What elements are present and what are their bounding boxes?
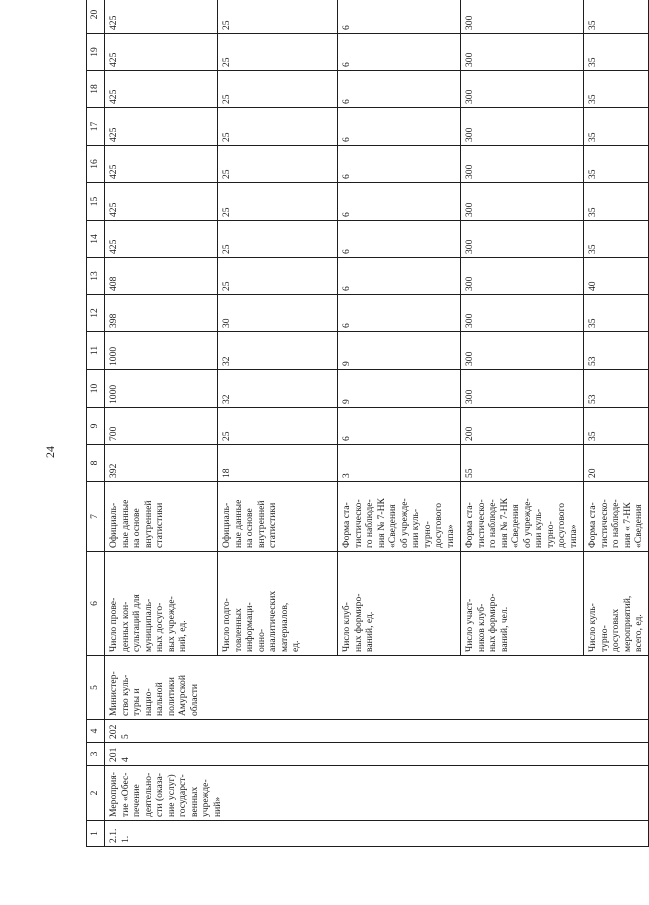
value-cell: 25 bbox=[218, 221, 338, 258]
value-cell: 1000 bbox=[105, 370, 218, 408]
value-cell: 6 bbox=[338, 183, 461, 221]
indicator-name: Число куль- турно- досуговых мероприятий, всего, ед. bbox=[584, 552, 649, 656]
value-cell: 425 bbox=[105, 183, 218, 221]
value-cell: 35 bbox=[584, 108, 649, 146]
value-cell: 1000 bbox=[105, 332, 218, 370]
header-cell-18: 18 bbox=[87, 71, 105, 108]
value-cell: 32 bbox=[218, 370, 338, 408]
value-cell: 18 bbox=[218, 445, 338, 482]
data-source: Форма ста- тистическо- го наблюде- ния № 7-НК «Сведения об учрежде- нии куль- турно- досугового типа» bbox=[338, 482, 461, 552]
header-row bbox=[87, 0, 105, 847]
value-cell: 6 bbox=[338, 34, 461, 71]
value-cell: 35 bbox=[584, 0, 649, 34]
value-cell: 35 bbox=[584, 71, 649, 108]
header-cell-12: 12 bbox=[87, 295, 105, 332]
data-source: Форма ста- тистическо- го наблюде- ния « 7-НК «Сведения bbox=[584, 482, 649, 552]
header-cell-10: 10 bbox=[87, 370, 105, 408]
activity-number: 2.1.1. bbox=[105, 821, 649, 847]
value-cell: 425 bbox=[105, 0, 218, 34]
value-cell: 200 bbox=[461, 408, 584, 445]
value-cell: 6 bbox=[338, 408, 461, 445]
value-cell: 25 bbox=[218, 183, 338, 221]
year-start: 2014 bbox=[105, 743, 649, 766]
header-cell-14: 14 bbox=[87, 221, 105, 258]
value-cell: 20 bbox=[584, 445, 649, 482]
value-cell: 300 bbox=[461, 108, 584, 146]
value-cell: 425 bbox=[105, 146, 218, 183]
indicator-name: Число клуб- ных формиро- ваний, ед. bbox=[338, 552, 461, 656]
value-cell: 6 bbox=[338, 221, 461, 258]
value-cell: 300 bbox=[461, 0, 584, 34]
value-cell: 35 bbox=[584, 183, 649, 221]
value-cell: 53 bbox=[584, 370, 649, 408]
value-cell: 300 bbox=[461, 370, 584, 408]
value-cell: 25 bbox=[218, 258, 338, 295]
value-cell: 9 bbox=[338, 370, 461, 408]
table-row bbox=[105, 0, 218, 847]
value-cell: 30 bbox=[218, 295, 338, 332]
header-cell-9: 9 bbox=[87, 408, 105, 445]
value-cell: 32 bbox=[218, 332, 338, 370]
value-cell: 300 bbox=[461, 295, 584, 332]
value-cell: 300 bbox=[461, 332, 584, 370]
value-cell: 25 bbox=[218, 34, 338, 71]
value-cell: 300 bbox=[461, 34, 584, 71]
value-cell: 6 bbox=[338, 0, 461, 34]
value-cell: 9 bbox=[338, 332, 461, 370]
value-cell: 35 bbox=[584, 408, 649, 445]
data-source: Официаль- ные данные на основе внутренней статистики bbox=[105, 482, 218, 552]
value-cell: 6 bbox=[338, 71, 461, 108]
value-cell: 425 bbox=[105, 221, 218, 258]
value-cell: 300 bbox=[461, 221, 584, 258]
header-cell-5: 5 bbox=[87, 656, 105, 720]
value-cell: 55 bbox=[461, 445, 584, 482]
value-cell: 25 bbox=[218, 108, 338, 146]
value-cell: 25 bbox=[218, 146, 338, 183]
executor: Министер- ство куль- туры и нацио- нальной политики Амурской области bbox=[105, 656, 649, 720]
indicator-name: Число прове- денных кон- сультаций для муниципаль- ных досуго- вых учрежде- ний, ед. bbox=[105, 552, 218, 656]
table-rotated-container bbox=[86, 9, 645, 847]
header-cell-19: 19 bbox=[87, 34, 105, 71]
value-cell: 392 bbox=[105, 445, 218, 482]
value-cell: 35 bbox=[584, 295, 649, 332]
data-source: Официаль- ные данные на основе внутренней статистики bbox=[218, 482, 338, 552]
activity-name: Мероприя- тие «Обес- печение деятельно- сти (оказа- ние услуг) государст- венных учрежде- ний» bbox=[105, 766, 649, 821]
value-cell: 25 bbox=[218, 71, 338, 108]
header-cell-13: 13 bbox=[87, 258, 105, 295]
indicator-name: Число участ- ников клуб- ных формиро- ваний, чел. bbox=[461, 552, 584, 656]
header-cell-7: 7 bbox=[87, 482, 105, 552]
indicators-table bbox=[86, 0, 649, 847]
header-cell-20: 20 bbox=[87, 0, 105, 34]
header-cell-3: 3 bbox=[87, 743, 105, 766]
value-cell: 6 bbox=[338, 146, 461, 183]
value-cell: 40 bbox=[584, 258, 649, 295]
page-number: 24 bbox=[43, 446, 57, 458]
value-cell: 425 bbox=[105, 71, 218, 108]
value-cell: 425 bbox=[105, 108, 218, 146]
header-cell-15: 15 bbox=[87, 183, 105, 221]
value-cell: 300 bbox=[461, 71, 584, 108]
value-cell: 425 bbox=[105, 34, 218, 71]
value-cell: 35 bbox=[584, 221, 649, 258]
header-cell-4: 4 bbox=[87, 720, 105, 743]
header-cell-16: 16 bbox=[87, 146, 105, 183]
value-cell: 35 bbox=[584, 34, 649, 71]
value-cell: 408 bbox=[105, 258, 218, 295]
value-cell: 300 bbox=[461, 146, 584, 183]
header-cell-1: 1 bbox=[87, 821, 105, 847]
value-cell: 300 bbox=[461, 183, 584, 221]
header-cell-11: 11 bbox=[87, 332, 105, 370]
value-cell: 53 bbox=[584, 332, 649, 370]
value-cell: 6 bbox=[338, 295, 461, 332]
header-cell-17: 17 bbox=[87, 108, 105, 146]
header-cell-8: 8 bbox=[87, 445, 105, 482]
value-cell: 6 bbox=[338, 258, 461, 295]
value-cell: 25 bbox=[218, 0, 338, 34]
value-cell: 700 bbox=[105, 408, 218, 445]
year-end: 2025 bbox=[105, 720, 649, 743]
value-cell: 6 bbox=[338, 108, 461, 146]
value-cell: 398 bbox=[105, 295, 218, 332]
value-cell: 3 bbox=[338, 445, 461, 482]
table-frame bbox=[86, 9, 645, 847]
value-cell: 300 bbox=[461, 258, 584, 295]
header-cell-6: 6 bbox=[87, 552, 105, 656]
value-cell: 25 bbox=[218, 408, 338, 445]
indicator-name: Число подго- товленных информаци- онно- аналитических материалов, ед. bbox=[218, 552, 338, 656]
value-cell: 35 bbox=[584, 146, 649, 183]
data-source: Форма ста- тистическо- го наблюде- ния № 7-НК «Сведения об учрежде- нии куль- турно- досугового типа» bbox=[461, 482, 584, 552]
header-cell-2: 2 bbox=[87, 766, 105, 821]
